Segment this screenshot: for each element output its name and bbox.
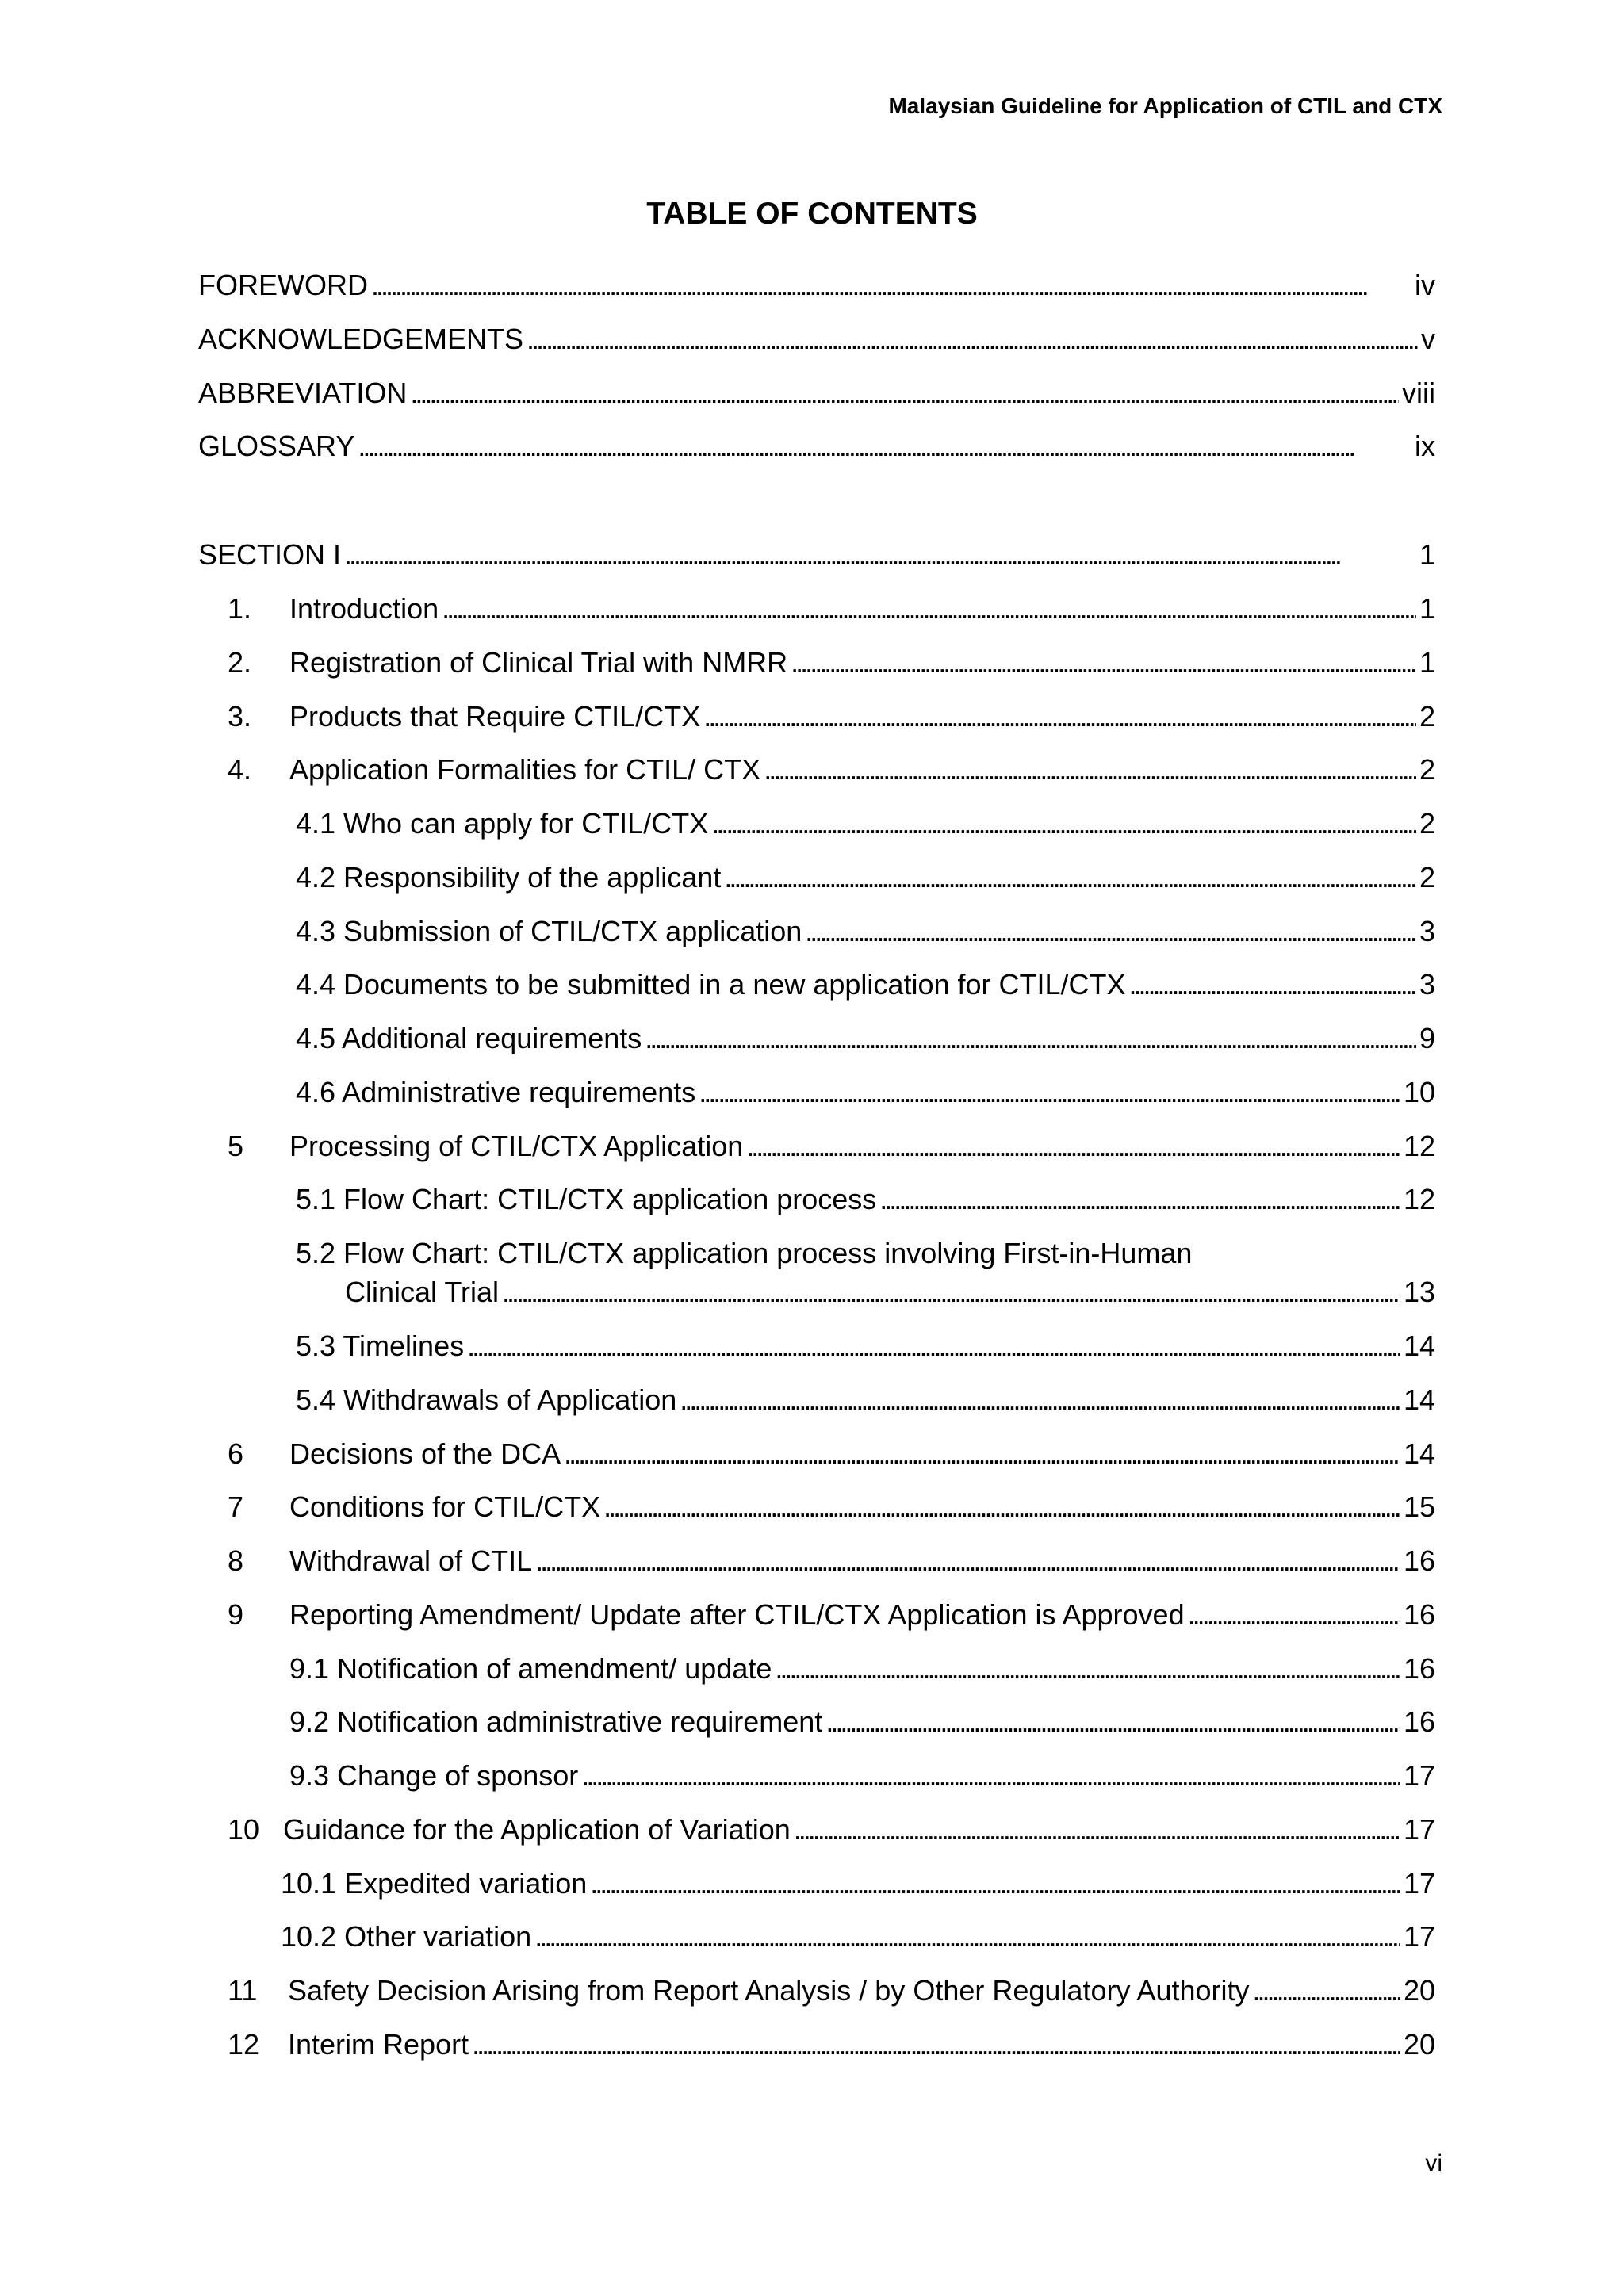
toc-entry-text: 4.1 Who can apply for CTIL/CTX xyxy=(296,807,709,840)
dot-leader xyxy=(805,914,1416,949)
toc-entry-glossary[interactable] xyxy=(198,429,1435,464)
page-title: TABLE OF CONTENTS xyxy=(646,197,978,231)
toc-page-number: 17 xyxy=(1403,1759,1435,1792)
toc-entry-text: 9.2 Notification administrative requirement xyxy=(289,1705,823,1738)
toc-page-number: 3 xyxy=(1419,915,1435,947)
dot-leader xyxy=(564,1437,1400,1471)
dot-leader xyxy=(535,1544,1400,1578)
toc-entry-text: 5.3 Timelines xyxy=(296,1330,465,1362)
toc-page-number: v xyxy=(1421,323,1435,355)
toc-page-number: viii xyxy=(1402,377,1435,409)
toc-entry-5-1[interactable] xyxy=(296,1182,1435,1217)
toc-entry-abbreviation[interactable] xyxy=(198,376,1435,411)
toc-page-number: ix xyxy=(1415,430,1435,462)
toc-page-number: 12 xyxy=(1403,1183,1435,1215)
toc-entry-text: Conditions for CTIL/CTX xyxy=(289,1490,601,1523)
toc-page-number: 2 xyxy=(1419,861,1435,894)
toc-page-number: 17 xyxy=(1403,1813,1435,1846)
toc-entry-text: 4.2 Responsibility of the applicant xyxy=(296,861,722,894)
toc-page-number: 10 xyxy=(1403,1076,1435,1108)
toc-page-number: 17 xyxy=(1403,1920,1435,1953)
toc-entry-10-1[interactable] xyxy=(281,1866,1435,1901)
dot-leader xyxy=(534,1919,1400,1954)
toc-entry-number: 3. xyxy=(228,700,252,733)
toc-entry-11[interactable] xyxy=(228,1973,1435,2008)
toc-entry-text: Withdrawal of CTIL xyxy=(289,1544,533,1577)
toc-entry-text: 9.1 Notification of amendment/ update xyxy=(289,1652,772,1685)
toc-entry-number: 5 xyxy=(228,1130,244,1162)
toc-page-number: 20 xyxy=(1403,2028,1435,2061)
running-header: Malaysian Guideline for Application of CTIL and CTX xyxy=(888,94,1442,118)
toc-entry-9-1[interactable] xyxy=(289,1651,1435,1686)
dot-leader xyxy=(825,1705,1400,1739)
toc-entry-2[interactable] xyxy=(228,645,1435,680)
toc-page-number: 15 xyxy=(1403,1490,1435,1523)
toc-entry-acknowledgements[interactable] xyxy=(198,322,1435,357)
dot-leader xyxy=(724,860,1416,895)
toc-page-number: 13 xyxy=(1403,1276,1435,1308)
toc-page-number: 2 xyxy=(1419,807,1435,840)
toc-entry-text: 4.3 Submission of CTIL/CTX application xyxy=(296,915,802,947)
toc-page-number: 1 xyxy=(1419,646,1435,679)
dot-leader xyxy=(746,1129,1400,1164)
toc-page-number: 12 xyxy=(1403,1130,1435,1162)
toc-entry-text: 4.4 Documents to be submitted in a new application for CTIL/CTX xyxy=(296,968,1126,1001)
toc-entry-5-4[interactable] xyxy=(296,1383,1435,1418)
toc-entry-4[interactable] xyxy=(228,752,1435,787)
toc-entry-text: Introduction xyxy=(289,592,439,625)
dot-leader xyxy=(879,1182,1400,1217)
toc-entry-text: 10.2 Other variation xyxy=(281,1920,532,1953)
dot-leader xyxy=(645,1021,1416,1056)
dot-leader xyxy=(410,376,1399,411)
dot-leader xyxy=(703,699,1416,734)
toc-entry-text: Decisions of the DCA xyxy=(289,1437,561,1470)
toc-entry-number: 6 xyxy=(228,1437,244,1470)
dot-leader xyxy=(1188,1598,1400,1632)
toc-entry-text: GLOSSARY xyxy=(198,430,355,462)
toc-entry-text: SECTION I xyxy=(198,538,342,571)
toc-entry-5-2-first-line[interactable]: 5.2 Flow Chart: CTIL/CTX application process involving First-in-Human xyxy=(296,1237,1193,1269)
toc-page-number: 2 xyxy=(1419,753,1435,786)
toc-entry-text: ACKNOWLEDGEMENTS xyxy=(198,323,524,355)
toc-entry-9-3[interactable] xyxy=(289,1758,1435,1793)
toc-page-number: 9 xyxy=(1419,1022,1435,1054)
toc-entry-text: Application Formalities for CTIL/ CTX xyxy=(289,753,761,786)
toc-page-number: 16 xyxy=(1403,1705,1435,1738)
toc-page-number: 1 xyxy=(1419,538,1435,571)
dot-leader xyxy=(775,1651,1400,1686)
dot-leader xyxy=(581,1758,1400,1793)
toc-entry-section-i[interactable] xyxy=(198,538,1435,572)
dot-leader xyxy=(467,1329,1400,1364)
toc-entry-4-5[interactable] xyxy=(296,1021,1435,1056)
dot-leader xyxy=(527,322,1418,357)
toc-entry-5[interactable] xyxy=(228,1129,1435,1164)
toc-entry-12[interactable] xyxy=(228,2027,1435,2062)
toc-entry-text: Products that Require CTIL/CTX xyxy=(289,700,701,733)
toc-page-number: 20 xyxy=(1403,1974,1435,2007)
toc-entry-number: 10 xyxy=(228,1813,260,1846)
toc-page-number: 17 xyxy=(1403,1867,1435,1900)
toc-entry-text: 10.1 Expedited variation xyxy=(281,1867,588,1900)
toc-entry-number: 9 xyxy=(228,1598,244,1631)
dot-leader xyxy=(1129,967,1416,1002)
toc-page-number: 16 xyxy=(1403,1598,1435,1631)
toc-page-number: 14 xyxy=(1403,1383,1435,1416)
toc-entry-text: 4.6 Administrative requirements xyxy=(296,1076,696,1108)
toc-entry-text: Clinical Trial xyxy=(345,1276,500,1308)
dot-leader xyxy=(791,645,1416,680)
toc-entry-8[interactable] xyxy=(228,1544,1435,1578)
toc-entry-number: 4. xyxy=(228,753,252,786)
toc-page-number: 16 xyxy=(1403,1652,1435,1685)
dot-leader xyxy=(371,268,1411,303)
dot-leader xyxy=(711,806,1416,841)
dot-leader xyxy=(680,1383,1400,1418)
dot-leader xyxy=(472,2027,1400,2062)
toc-entry-5-3[interactable] xyxy=(296,1329,1435,1364)
toc-entry-5-2[interactable] xyxy=(345,1275,1435,1310)
dot-leader xyxy=(699,1075,1400,1110)
toc-entry-text: ABBREVIATION xyxy=(198,377,408,409)
toc-page-number: 1 xyxy=(1419,592,1435,625)
toc-page-number: 3 xyxy=(1419,968,1435,1001)
dot-leader xyxy=(1253,1973,1400,2008)
dot-leader xyxy=(794,1812,1400,1847)
toc-entry-number: 1. xyxy=(228,592,252,625)
toc-entry-4-4[interactable] xyxy=(296,967,1435,1002)
toc-entry-number: 12 xyxy=(228,2028,260,2061)
toc-entry-1[interactable] xyxy=(228,591,1435,626)
toc-entry-text: Reporting Amendment/ Update after CTIL/CTX Application is Approved xyxy=(289,1598,1185,1631)
toc-entry-text: FOREWORD xyxy=(198,269,368,301)
toc-entry-number: 11 xyxy=(228,1974,258,2007)
toc-entry-number: 7 xyxy=(228,1490,244,1523)
toc-entry-10-2[interactable] xyxy=(281,1919,1435,1954)
toc-entry-3[interactable] xyxy=(228,699,1435,734)
toc-page-number: 16 xyxy=(1403,1544,1435,1577)
dot-leader xyxy=(502,1275,1400,1310)
dot-leader xyxy=(344,538,1416,572)
toc-entry-number: 2. xyxy=(228,646,252,679)
toc-entry-text: Processing of CTIL/CTX Application xyxy=(289,1130,744,1162)
toc-entry-text: Safety Decision Arising from Report Analysis / by Other Regulatory Authority xyxy=(288,1974,1250,2007)
toc-entry-7[interactable] xyxy=(228,1490,1435,1525)
toc-entry-9-2[interactable] xyxy=(289,1705,1435,1739)
toc-entry-4-6[interactable] xyxy=(296,1075,1435,1110)
toc-entry-10[interactable] xyxy=(228,1812,1435,1847)
toc-page-number: 14 xyxy=(1403,1437,1435,1470)
toc-entry-4-2[interactable] xyxy=(296,860,1435,895)
toc-entry-text: Guidance for the Application of Variation xyxy=(283,1813,791,1846)
dot-leader xyxy=(358,429,1411,464)
toc-page-number: 14 xyxy=(1403,1330,1435,1362)
toc-entry-text: Interim Report xyxy=(288,2028,469,2061)
toc-entry-9[interactable] xyxy=(228,1598,1435,1632)
toc-entry-number: 8 xyxy=(228,1544,244,1577)
toc-entry-text: 9.3 Change of sponsor xyxy=(289,1759,579,1792)
toc-page-number: 2 xyxy=(1419,700,1435,733)
toc-entry-4-1[interactable] xyxy=(296,806,1435,841)
page-number: vi xyxy=(1425,2150,1442,2176)
toc-entry-text: 5.4 Withdrawals of Application xyxy=(296,1383,677,1416)
toc-entry-6[interactable] xyxy=(228,1437,1435,1471)
dot-leader xyxy=(442,591,1416,626)
toc-entry-text: Registration of Clinical Trial with NMRR xyxy=(289,646,788,679)
toc-entry-foreword[interactable] xyxy=(198,268,1435,303)
dot-leader xyxy=(603,1490,1400,1525)
dot-leader xyxy=(590,1866,1400,1901)
toc-page-number: iv xyxy=(1415,269,1435,301)
dot-leader xyxy=(764,752,1416,787)
toc-entry-4-3[interactable] xyxy=(296,914,1435,949)
toc-entry-text: 4.5 Additional requirements xyxy=(296,1022,642,1054)
toc-entry-text: 5.1 Flow Chart: CTIL/CTX application process xyxy=(296,1183,877,1215)
